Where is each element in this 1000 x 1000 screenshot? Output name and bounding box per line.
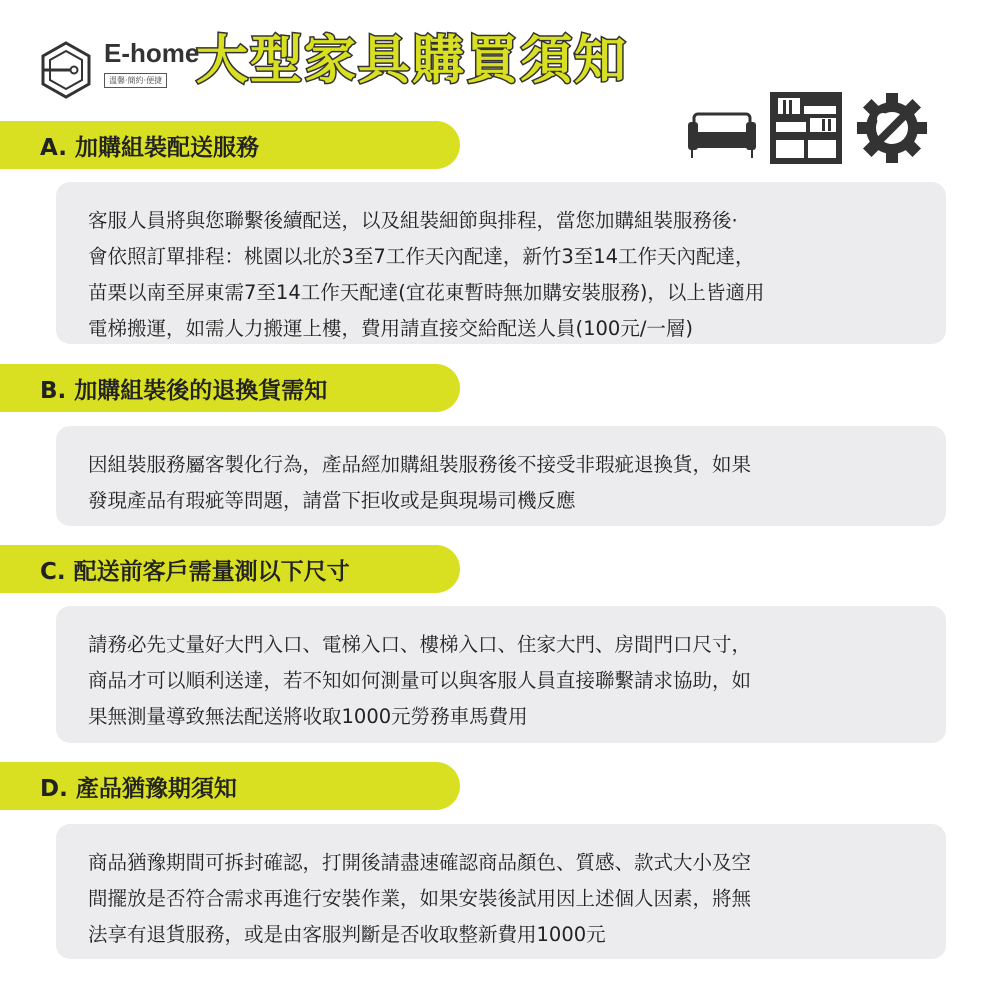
text-line: 客服人員將與您聯繫後續配送，以及組裝細節與排程，當您加購組裝服務後· — [88, 209, 738, 232]
text-line: 因組裝服務屬客製化行為，產品經加購組裝服務後不接受非瑕疵退換貨，如果 — [88, 453, 752, 476]
text-line: 請務必先丈量好大門入口、電梯入口、樓梯入口、住家大門、房間門口尺寸， — [88, 633, 752, 656]
section-a-heading: A. 加購組裝配送服務 — [0, 121, 460, 169]
text-line: 法享有退貨服務，或是由客服判斷是否收取整新費用1000元 — [88, 923, 606, 946]
gear-wrench-icon — [857, 93, 927, 163]
brand-name: E-home — [104, 38, 200, 68]
text-line: 電梯搬運，如需人力搬運上樓，費用請直接交給配送人員(100元/一層) — [88, 317, 694, 340]
text-line: 會依照訂單排程：桃園以北於3至7工作天內配達，新竹3至14工作天內配達， — [88, 245, 755, 268]
bookshelf-icon — [770, 92, 842, 164]
text-line: 商品猶豫期間可拆封確認，打開後請盡速確認商品顏色、質感、款式大小及空 — [88, 851, 752, 874]
section-c-content — [56, 606, 946, 743]
page-title: 大型家具購買須知 — [196, 31, 629, 91]
ehome-logo-icon — [36, 40, 96, 100]
text-line: 間擺放是否符合需求再進行安裝作業，如果安裝後試用因上述個人因素，將無 — [88, 887, 752, 910]
section-d-heading: D. 產品猶豫期須知 — [0, 762, 460, 810]
brand — [104, 38, 199, 88]
sofa-icon — [688, 114, 756, 158]
section-d-content — [56, 824, 946, 959]
text-line: 發現產品有瑕疵等問題，請當下拒收或是與現場司機反應 — [88, 489, 576, 512]
brand-tagline: 溫馨·簡約·便捷 — [104, 73, 167, 88]
section-b-heading: B. 加購組裝後的退換貨需知 — [0, 364, 460, 412]
section-c-heading: C. 配送前客戶需量測以下尺寸 — [0, 545, 460, 593]
section-a-content — [56, 182, 946, 344]
text-line: 商品才可以順利送達，若不知如何測量可以與客服人員直接聯繫請求協助，如 — [88, 669, 752, 692]
text-line: 果無測量導致無法配送將收取1000元勞務車馬費用 — [88, 705, 528, 728]
text-line: 苗栗以南至屏東需7至14工作天配達(宜花東暫時無加購安裝服務)，以上皆適用 — [88, 281, 765, 304]
header-icons — [686, 92, 936, 172]
section-b-content — [56, 426, 946, 526]
